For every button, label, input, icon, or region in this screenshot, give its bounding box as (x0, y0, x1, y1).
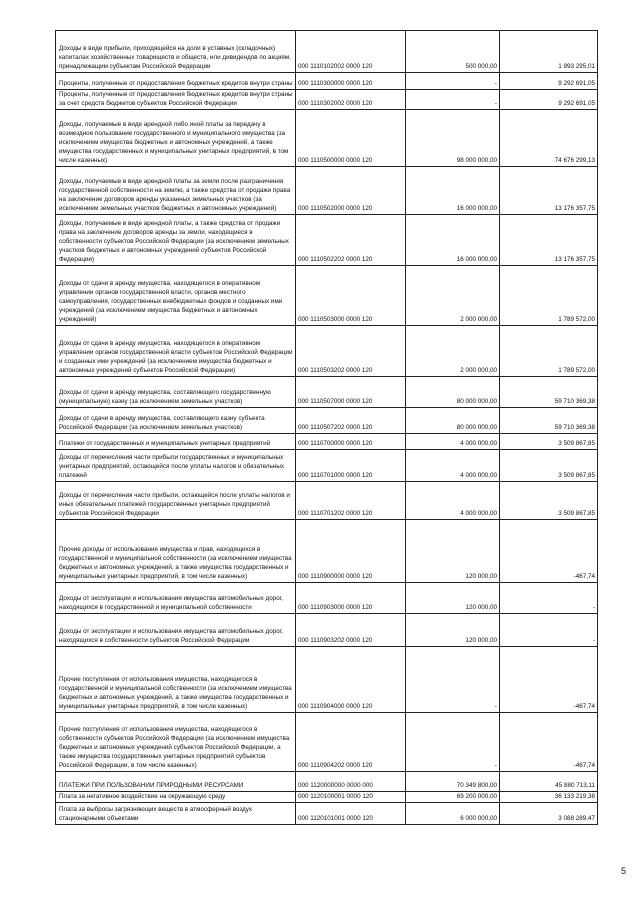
row-fact-amount: 13 176 357,75 (500, 167, 598, 215)
table-row (56, 713, 598, 772)
row-name: Проценты, полученные от предоставления бюджетных кредитов внутри страны (56, 73, 296, 90)
row-code: 000 1120101001 0000 120 (296, 803, 406, 825)
row-plan-amount: - (406, 73, 500, 90)
row-fact-amount: 1 789 572,00 (500, 326, 598, 377)
row-fact-amount: 45 880 713,11 (500, 772, 598, 792)
row-name: Доходы в виде прибыли, приходящейся на доли в уставных (складочных) капиталах хозяйственных товариществ и обществ, или дивидендов по акциям, принадлежащим субъектам Российской Федерации (56, 31, 296, 73)
table-row (56, 792, 598, 803)
table-row (56, 520, 598, 583)
row-fact-amount: 3 509 867,85 (500, 482, 598, 520)
row-fact-amount: - (500, 583, 598, 614)
row-plan-amount: 69 200 000,00 (406, 792, 500, 803)
row-plan-amount: 500 000,00 (406, 31, 500, 73)
row-code: 000 1110503000 0000 120 (296, 266, 406, 326)
row-name: Доходы от сдачи в аренду имущества, составляющего государственную (муниципальную) казну (за исключением земельных участков) (56, 377, 296, 408)
row-name: Прочие доходы от использования имущества и прав, находящихся в государственной и муниципальной собственности (за исключением имущества бюджетных и автономных учреждений, а также имущества государственных и муниципальных унитарных предприятий, в том числе казенных) (56, 520, 296, 583)
table-row (56, 408, 598, 434)
row-plan-amount: 4 000 000,00 (406, 450, 500, 482)
row-fact-amount: -467,74 (500, 647, 598, 713)
page-number: 5 (620, 866, 626, 876)
row-name: Доходы от сдачи в аренду имущества, составляющего казну субъекта Российской Федерации (за исключением земельных участков) (56, 408, 296, 434)
row-name: Доходы от сдачи в аренду имущества, находящегося в оперативном управлении органов государственной власти субъектов Российской Федерации и созданных ими учреждений (за исключением имущества бюджетных и автономных учреждений субъектов Российской Федерации) (56, 326, 296, 377)
row-name: Доходы от перечисления части прибыли, остающейся после уплаты налогов и иных обязательных платежей государственных унитарных предприятий субъектов Российской Федерации (56, 482, 296, 520)
row-fact-amount: 9 292 691,05 (500, 73, 598, 90)
row-code: 000 1110700000 0000 120 (296, 434, 406, 450)
row-plan-amount: 120 000,00 (406, 614, 500, 647)
table-body (56, 31, 598, 825)
row-fact-amount: 59 710 369,38 (500, 377, 598, 408)
table-row (56, 772, 598, 792)
row-plan-amount: 4 000 000,00 (406, 482, 500, 520)
table-row (56, 110, 598, 167)
row-code: 000 1110900000 0000 120 (296, 520, 406, 583)
row-plan-amount: 70 349 800,00 (406, 772, 500, 792)
row-fact-amount: 13 176 357,75 (500, 215, 598, 266)
row-plan-amount: 2 000 000,00 (406, 266, 500, 326)
row-fact-amount: 36 133 219,38 (500, 792, 598, 803)
row-name: Плата за негативное воздействие на окружающую среду (56, 792, 296, 803)
table-row (56, 215, 598, 266)
row-code: 000 1110904202 0000 120 (296, 713, 406, 772)
row-name: Доходы от сдачи в аренду имущества, находящегося в оперативном управлении органов государственной власти, органов местного самоуправления, государственных внебюджетных фондов и созданных ими учреждений (за исключением имущества бюджетных и автономных учреждений) (56, 266, 296, 326)
row-name: Проценты, полученные от предоставления бюджетных кредитов внутри страны за счет средств бюджетов субъектов Российской Федерации (56, 90, 296, 110)
table-row (56, 647, 598, 713)
row-fact-amount: - (500, 614, 598, 647)
row-code: 000 1110903202 0000 120 (296, 614, 406, 647)
row-fact-amount: 1 993 295,01 (500, 31, 598, 73)
row-fact-amount: 1 789 572,00 (500, 266, 598, 326)
row-name: Доходы от эксплуатации и использования имущества автомобильных дорог, находящихся в собственности субъектов Российской Федерации (56, 614, 296, 647)
row-plan-amount: 2 000 000,00 (406, 326, 500, 377)
row-plan-amount: - (406, 713, 500, 772)
row-plan-amount: 4 000 000,00 (406, 434, 500, 450)
row-code: 000 1110904000 0000 120 (296, 647, 406, 713)
row-plan-amount: 80 000 000,00 (406, 377, 500, 408)
table-row (56, 90, 598, 110)
table-row (56, 450, 598, 482)
row-code: 000 1110502000 0000 120 (296, 167, 406, 215)
row-fact-amount: 3 088 289,47 (500, 803, 598, 825)
row-plan-amount: 16 000 000,00 (406, 167, 500, 215)
row-code: 000 1110300000 0000 120 (296, 73, 406, 90)
row-name: Прочие поступления от использования имущества, находящегося в государственной и муниципальной собственности (за исключением имущества бюджетных и автономных учреждений, а также имущества государственных и муниципальных унитарных предприятий, в том числе казенных) (56, 647, 296, 713)
row-plan-amount: - (406, 90, 500, 110)
row-code: 000 1110903000 0000 120 (296, 583, 406, 614)
row-fact-amount: 9 292 691,05 (500, 90, 598, 110)
table-row (56, 31, 598, 73)
table-row (56, 583, 598, 614)
table-row (56, 377, 598, 408)
row-code: 000 1110302002 0000 120 (296, 90, 406, 110)
row-code: 000 1110500000 0000 120 (296, 110, 406, 167)
row-code: 000 1110507202 0000 120 (296, 408, 406, 434)
row-name: Платежи от государственных и муниципальных унитарных предприятий (56, 434, 296, 450)
table-row (56, 803, 598, 825)
row-fact-amount: 3 509 867,85 (500, 450, 598, 482)
row-plan-amount: - (406, 647, 500, 713)
row-fact-amount: 3 509 867,85 (500, 434, 598, 450)
row-name: Доходы, получаемые в виде арендной либо иной платы за передачу в возмездное пользование государственного и муниципального имущества (за исключением имущества бюджетных и автономных учреждений, а также имущества государственных и муниципальных унитарных предприятий, в том числе казенных) (56, 110, 296, 167)
budget-revenue-table (55, 30, 598, 825)
row-code: 000 1120100001 0000 120 (296, 792, 406, 803)
row-name: Плата за выбросы загрязняющих веществ в атмосферный воздух стационарными объектами (56, 803, 296, 825)
row-plan-amount: 120 000,00 (406, 520, 500, 583)
row-fact-amount: -467,74 (500, 713, 598, 772)
row-name: Доходы, получаемые в виде арендной платы за земли после разграничения государственной собственности на землю, а также средства от продажи права на заключение договоров аренды указанных земельных участков (за исключением земельных участков бюджетных и автономных учреждений) (56, 167, 296, 215)
row-code: 000 1110102002 0000 120 (296, 31, 406, 73)
table-row (56, 167, 598, 215)
row-fact-amount: 74 676 299,13 (500, 110, 598, 167)
row-plan-amount: 6 000 000,00 (406, 803, 500, 825)
table-row (56, 482, 598, 520)
row-code: 000 1110701202 0000 120 (296, 482, 406, 520)
row-code: 000 1110503202 0000 120 (296, 326, 406, 377)
row-name: ПЛАТЕЖИ ПРИ ПОЛЬЗОВАНИИ ПРИРОДНЫМИ РЕСУРСАМИ (56, 772, 296, 792)
table-row (56, 434, 598, 450)
row-code: 000 1110507000 0000 120 (296, 377, 406, 408)
row-plan-amount: 98 000 000,00 (406, 110, 500, 167)
table-row (56, 266, 598, 326)
row-fact-amount: -467,74 (500, 520, 598, 583)
row-name: Доходы от перечисления части прибыли государственных и муниципальных унитарных предприятий, остающейся после уплаты налогов и обязательных платежей (56, 450, 296, 482)
row-name: Доходы от эксплуатации и использования имущества автомобильных дорог, находящихся в государственной и муниципальной собственности (56, 583, 296, 614)
row-plan-amount: 120 000,00 (406, 583, 500, 614)
row-plan-amount: 16 000 000,00 (406, 215, 500, 266)
row-fact-amount: 59 710 369,38 (500, 408, 598, 434)
row-code: 000 1110502202 0000 120 (296, 215, 406, 266)
table-row (56, 73, 598, 90)
table-row (56, 614, 598, 647)
row-name: Прочие поступления от использования имущества, находящегося в собственности субъектов Российской Федерации (за исключением имущества бюджетных и автономных учреждений субъектов Российской Федерации, а также имущества государственных унитарных предприятий субъектов Российской Федерации, в том числе казенных) (56, 713, 296, 772)
row-code: 000 1120000000 0000 000 (296, 772, 406, 792)
row-plan-amount: 80 000 000,00 (406, 408, 500, 434)
row-code: 000 1110701000 0000 120 (296, 450, 406, 482)
row-name: Доходы, получаемые в виде арендной платы, а также средства от продажи права на заключение договоров аренды за земли, находящиеся в собственности субъектов Российской Федерации (за исключением земельных участков бюджетных и автономных учреждений субъектов Российской Федерации) (56, 215, 296, 266)
table-row (56, 326, 598, 377)
